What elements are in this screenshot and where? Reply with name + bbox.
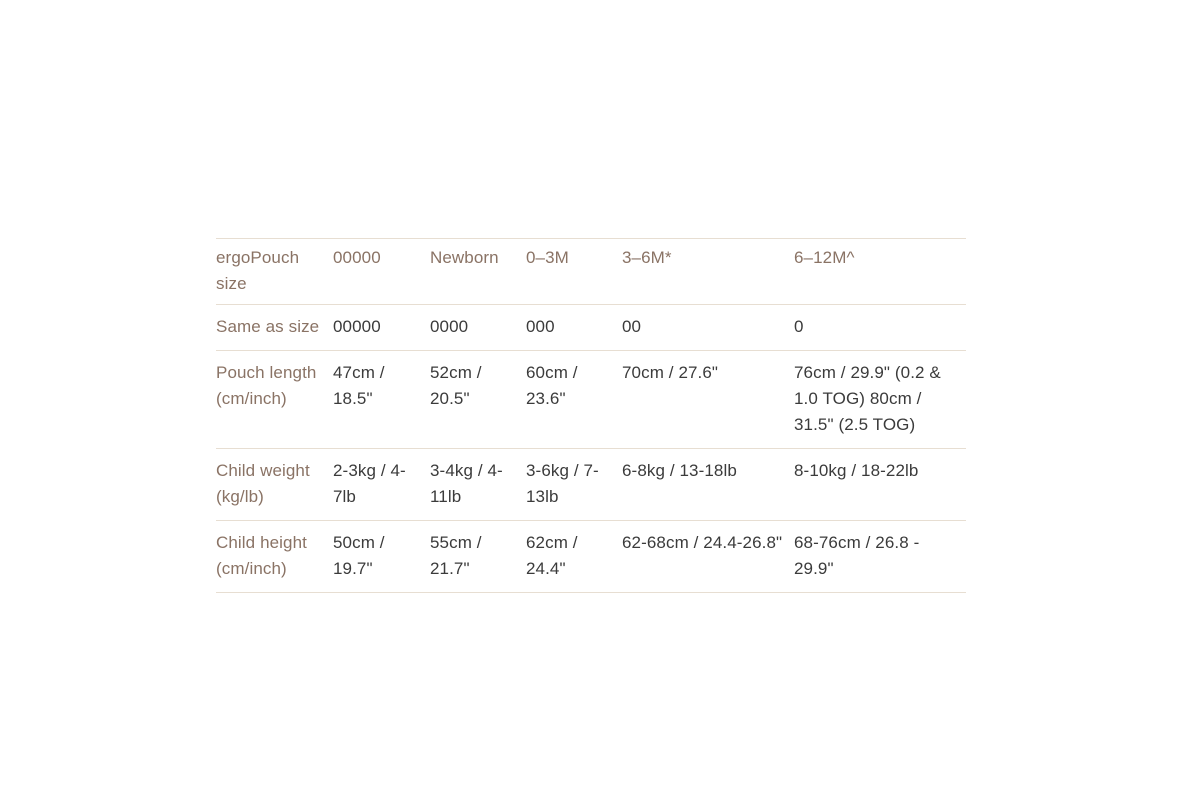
header-cell-6-12m: 6–12M^: [794, 248, 855, 267]
cell-value: 70cm / 27.6": [622, 363, 719, 382]
header-cell-3-6m: 3–6M*: [622, 248, 672, 267]
cell-value: 76cm / 29.9" (0.2 & 1.0 TOG) 80cm / 31.5" (2.5 TOG): [794, 363, 941, 434]
cell-value: 68-76cm / 26.8 - 29.9": [794, 533, 920, 578]
cell-value: 3-6kg / 7-13lb: [526, 461, 599, 506]
header-cell-newborn: Newborn: [430, 248, 499, 267]
cell-value: 60cm / 23.6": [526, 363, 578, 408]
cell-value: 6-8kg / 13-18lb: [622, 461, 737, 480]
cell-value: 47cm / 18.5": [333, 363, 385, 408]
table-row-child-height: [216, 521, 966, 593]
cell-value: 62cm / 24.4": [526, 533, 578, 578]
cell-value: 2-3kg / 4-7lb: [333, 461, 406, 506]
cell-value: 3-4kg / 4-11lb: [430, 461, 503, 506]
cell-value: 8-10kg / 18-22lb: [794, 461, 919, 480]
table-row-child-weight: [216, 449, 966, 521]
size-chart-section: [216, 238, 966, 593]
cell-value: 55cm / 21.7": [430, 533, 482, 578]
cell-value: 00000: [333, 317, 381, 336]
header-cell-size-00000: 00000: [333, 248, 381, 267]
table-row-same-as-size: [216, 305, 966, 351]
row-label: Same as size: [216, 317, 320, 336]
cell-value: 50cm / 19.7": [333, 533, 385, 578]
cell-value: 52cm / 20.5": [430, 363, 482, 408]
header-label: ergoPouch size: [216, 248, 300, 293]
header-cell-0-3m: 0–3M: [526, 248, 569, 267]
cell-value: 0000: [430, 317, 469, 336]
row-label: Child weight (kg/lb): [216, 461, 310, 506]
header-row: [216, 239, 966, 305]
cell-value: 62-68cm / 24.4-26.8": [622, 533, 783, 552]
cell-value: 000: [526, 317, 555, 336]
row-label: Pouch length (cm/inch): [216, 363, 317, 408]
table-row-pouch-length: [216, 351, 966, 449]
size-chart-table: [216, 238, 966, 593]
cell-value: 00: [622, 317, 642, 336]
row-label: Child height (cm/inch): [216, 533, 307, 578]
cell-value: 0: [794, 317, 804, 336]
